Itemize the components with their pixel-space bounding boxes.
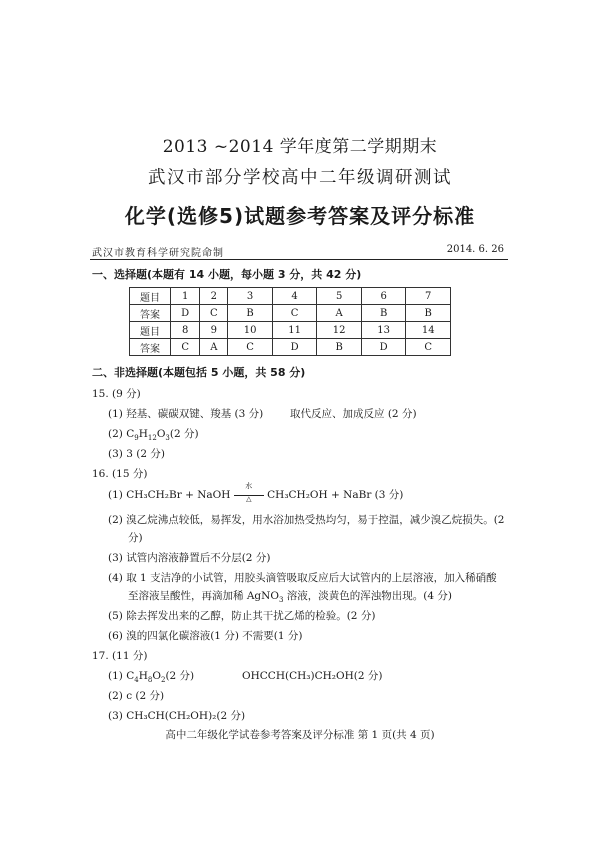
table-cell: C: [228, 339, 273, 356]
q16-a4-suffix: 溶液，淡黄色的浑浊物出现。(4 分): [283, 590, 452, 602]
table-cell: A: [200, 339, 228, 356]
q16-answer-1: [108, 482, 404, 503]
q15-answer-3: (3) 3 (2 分): [108, 448, 165, 460]
table-cell: 14: [406, 322, 451, 339]
table-cell: D: [361, 339, 406, 356]
q17-a1-mid2: O: [152, 670, 161, 682]
table-cell: 题目: [130, 322, 171, 339]
answer-table: [129, 287, 451, 356]
table-cell: C: [272, 305, 317, 322]
table-cell: 7: [406, 288, 451, 305]
q15-heading: 15. (9 分): [92, 388, 141, 400]
table-cell: 8: [171, 322, 200, 339]
q15-a2-sub3: 3: [165, 434, 170, 443]
title-line2: 武汉市部分学校高中二年级调研测试: [148, 168, 452, 188]
q16-a1-products: CH₃CH₂OH + NaBr (3 分): [267, 489, 404, 501]
q16-a1-cond-top: 水: [245, 482, 253, 490]
q15-a2-suffix: (2 分): [169, 428, 199, 440]
page-footer: 高中二年级化学试卷参考答案及评分标准 第 1 页(共 4 页): [165, 729, 435, 741]
table-cell: B: [228, 305, 273, 322]
header-rule: [90, 259, 508, 260]
table-cell: C: [171, 339, 200, 356]
table-cell: 6: [361, 288, 406, 305]
section1-heading: 一、选择题(本题有 14 小题，每小题 3 分，共 42 分): [92, 268, 362, 281]
table-cell: 11: [272, 322, 317, 339]
q15-answer-2: [108, 426, 199, 442]
q16-a1-reactants: (1) CH₃CH₂Br + NaOH: [108, 489, 231, 501]
q17-a1-sub2: 8: [147, 676, 153, 685]
q17-answer-2: (2) c (2 分): [108, 690, 165, 702]
table-cell: 13: [361, 322, 406, 339]
q15-answer-1: (1) 羟基、碳碳双键、羧基 (3 分): [108, 408, 264, 420]
title-line1: 2013 ~2014 学年度第二学期期末: [162, 137, 438, 157]
table-row: [130, 305, 451, 322]
q16-answer-3: (3) 试管内溶液静置后不分层(2 分): [108, 552, 271, 564]
q15-a2-sub1: 9: [134, 434, 139, 443]
title-line3: 化学(选修5)试题参考答案及评分标准: [124, 204, 476, 228]
table-cell: D: [272, 339, 317, 356]
table-cell: D: [171, 305, 200, 322]
table-cell: 10: [228, 322, 273, 339]
q16-a4-prefix: 至溶液呈酸性，再滴加稀 AgNO: [128, 590, 279, 602]
table-cell: 答案: [130, 339, 171, 356]
table-cell: 4: [272, 288, 317, 305]
table-cell: A: [317, 305, 362, 322]
q17-a1-sub1: 4: [134, 676, 139, 685]
q16-answer-2-line2: 分): [128, 532, 143, 544]
table-cell: B: [317, 339, 362, 356]
q16-answer-2-line1: (2) 溴乙烷沸点较低，易挥发，用水浴加热受热均匀，易于控温，减少溴乙烷损失。(2: [108, 514, 505, 526]
q17-answer-3: (3) CH₃CH(CH₂OH)₂(2 分): [108, 710, 246, 722]
table-cell: B: [361, 305, 406, 322]
q17-a1-suffix: (2 分): [165, 670, 195, 682]
table-cell: 题目: [130, 288, 171, 305]
table-cell: C: [200, 305, 228, 322]
table-cell: B: [406, 305, 451, 322]
table-cell: 12: [317, 322, 362, 339]
table-row: [130, 339, 451, 356]
q15-a2-mid2: O: [156, 428, 166, 440]
q15-a2-mid1: H: [138, 428, 148, 440]
table-row: [130, 288, 451, 305]
q15-a2-sub2: 12: [147, 434, 157, 443]
table-cell: 5: [317, 288, 362, 305]
section2-heading: 二、非选择题(本题包括 5 小题，共 58 分): [92, 366, 306, 379]
date: 2014. 6. 26: [446, 244, 504, 255]
table-cell: 2: [200, 288, 228, 305]
q17-answer-1b: OHCCH(CH₃)CH₂OH(2 分): [242, 670, 383, 682]
q15-answer-1b: 取代反应、加成反应 (2 分): [290, 408, 417, 420]
q16-answer-4-line1: (4) 取 1 支洁净的小试管，用胶头滴管吸取反应后大试管内的上层溶液，加入稀硝酸: [108, 572, 497, 584]
table-cell: 3: [228, 288, 273, 305]
table-cell: C: [406, 339, 451, 356]
q17-heading: 17. (11 分): [92, 650, 148, 662]
q16-answer-4-line2: [128, 588, 452, 604]
table-cell: 答案: [130, 305, 171, 322]
q17-a1-mid1: H: [138, 670, 148, 682]
table-row: [130, 322, 451, 339]
issuer: 武汉市教育科学研究院命制: [92, 248, 224, 259]
q16-a4-sub: 3: [278, 596, 284, 605]
table-cell: 1: [171, 288, 200, 305]
q16-answer-6: (6) 溴的四氯化碳溶液(1 分) 不需要(1 分): [108, 630, 303, 642]
table-cell: 9: [200, 322, 228, 339]
reaction-arrow-icon: [234, 482, 264, 503]
q16-answer-5: (5) 除去挥发出来的乙醇，防止其干扰乙烯的检验。(2 分): [108, 610, 376, 622]
q17-answer-1: [108, 668, 194, 684]
q17-a1-prefix: (1) C: [108, 670, 135, 682]
q16-a1-cond-bottom: △: [246, 495, 252, 503]
q17-a1-sub3: 2: [160, 676, 166, 685]
q15-a2-prefix: (2) C: [108, 428, 135, 440]
q16-heading: 16. (15 分): [92, 468, 148, 480]
